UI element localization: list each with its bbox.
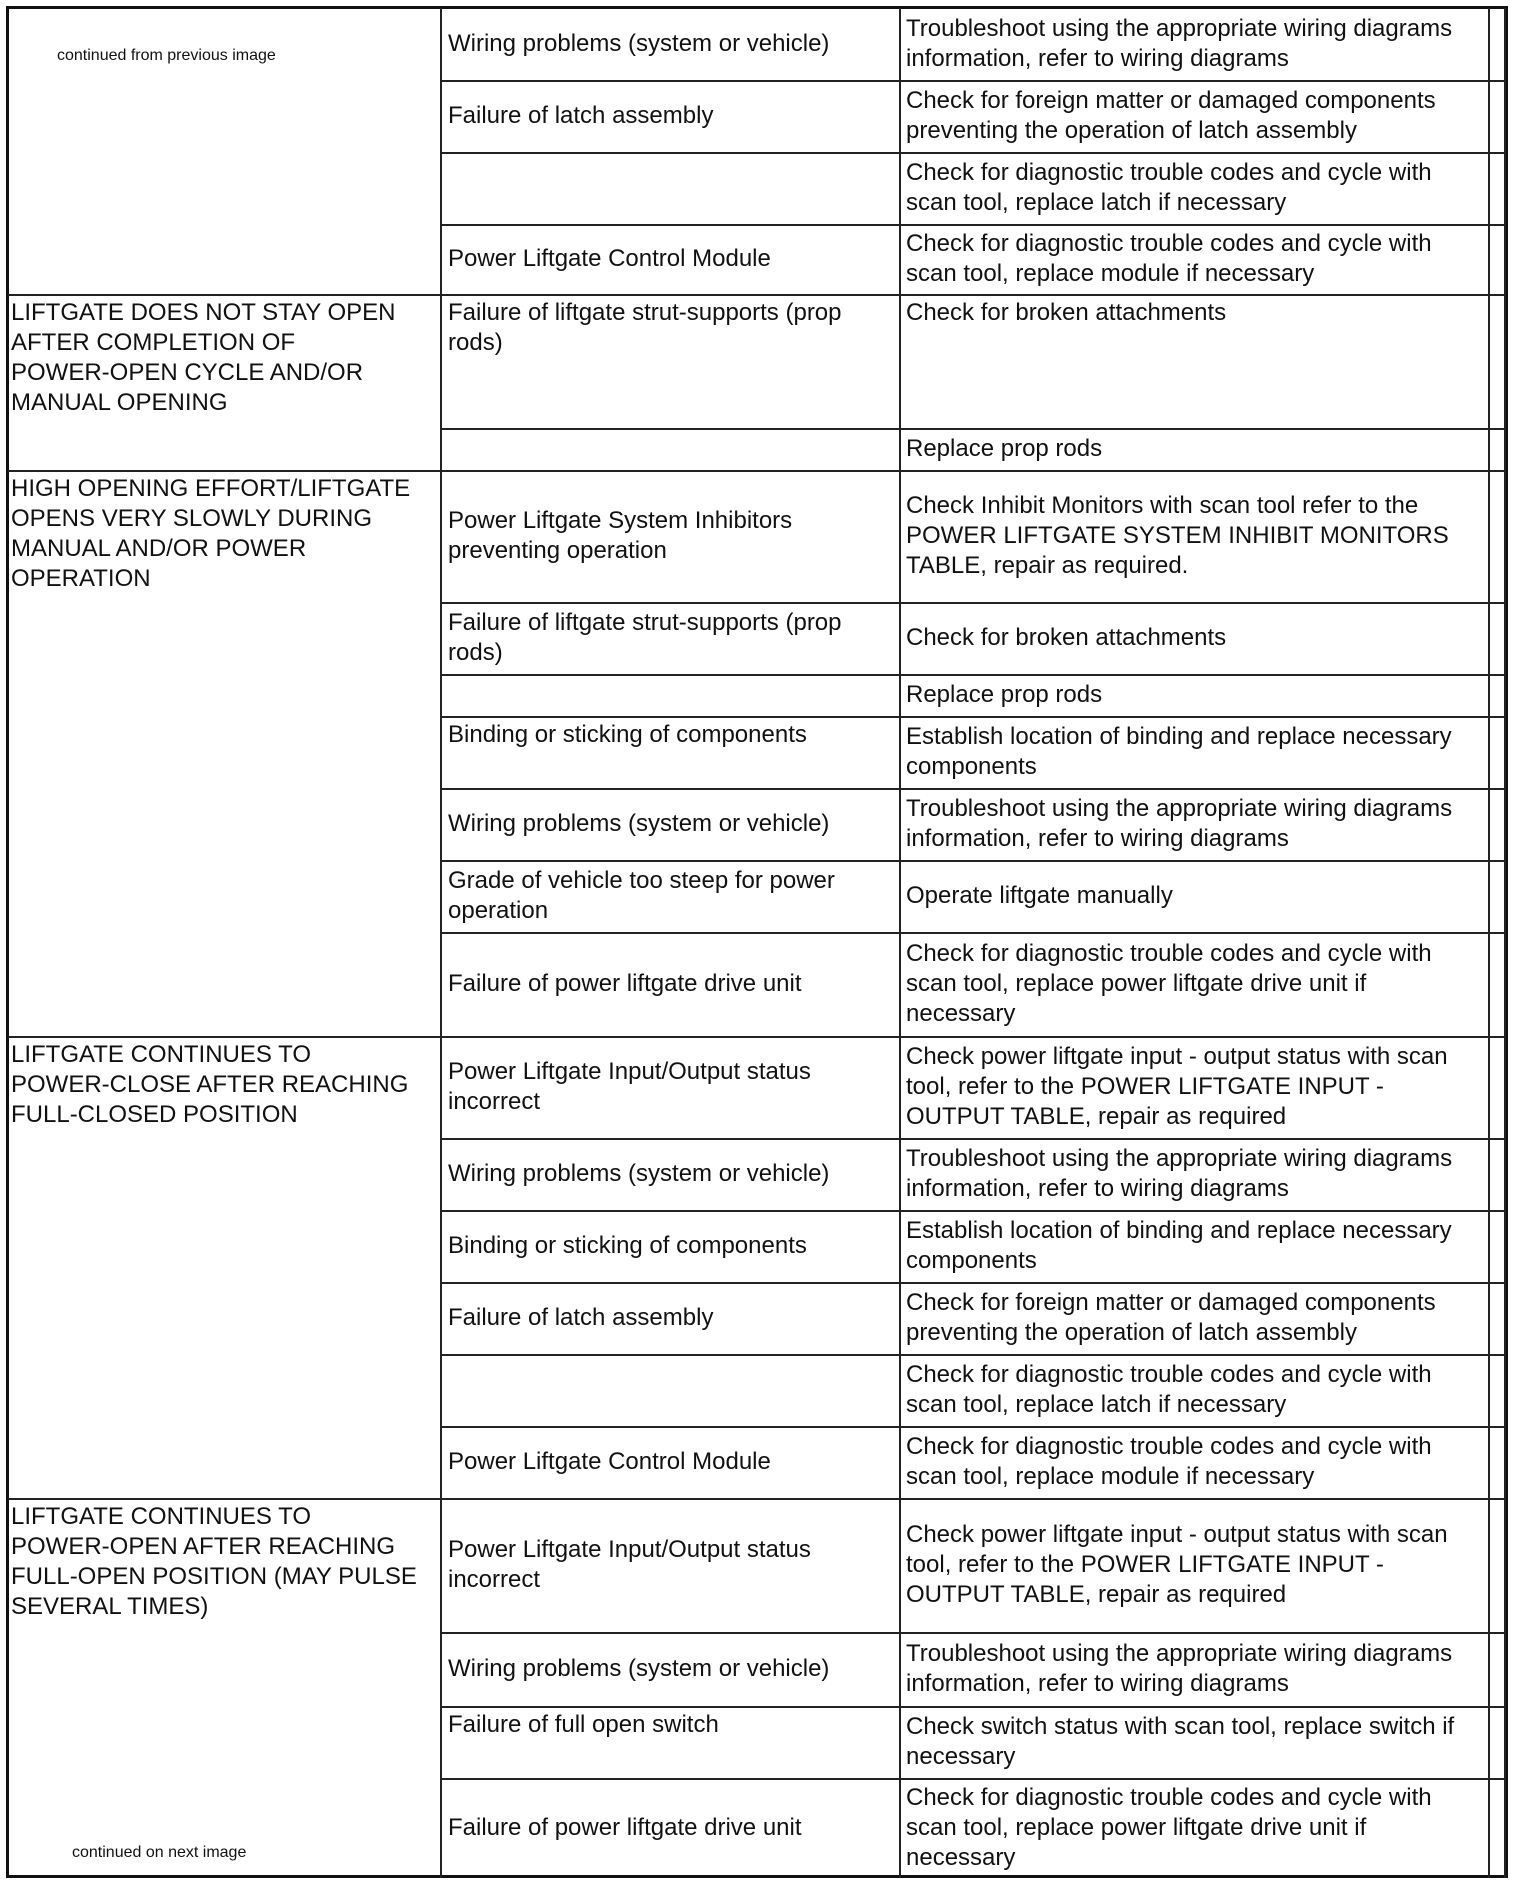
action-cell: Establish location of binding and replace necessary components — [906, 723, 1452, 780]
action-cell: Check for foreign matter or damaged components preventing the operation of latch assembly — [906, 1289, 1436, 1346]
action-cell: Check switch status with scan tool, replace switch if necessary — [906, 1713, 1455, 1770]
cause-cell: Wiring problems (system or vehicle) — [448, 1655, 830, 1682]
row-separator-line — [440, 1354, 1506, 1356]
cause-cell: Power Liftgate Control Module — [448, 1448, 771, 1475]
action-cell: Replace prop rods — [906, 435, 1103, 462]
condition-cell: HIGH OPENING EFFORT/LIFTGATE OPENS VERY SLOWLY DURING MANUAL AND/OR POWER OPERATION — [11, 475, 411, 592]
cause-cell: Failure of power liftgate drive unit — [448, 1814, 802, 1841]
group-separator-line — [8, 470, 1506, 472]
row-separator-line — [440, 932, 1506, 934]
action-cell: Check for diagnostic trouble codes and cycle with scan tool, replace latch if necessary — [906, 159, 1432, 216]
cause-cell: Failure of liftgate strut-supports (prop rods) — [448, 609, 842, 666]
action-cell: Check for broken attachments — [906, 624, 1227, 651]
row-separator-line — [440, 1632, 1506, 1634]
row-separator-line — [440, 716, 1506, 718]
action-cell: Operate liftgate manually — [906, 882, 1173, 909]
group-separator-line — [8, 294, 1506, 296]
action-cell: Troubleshoot using the appropriate wiring diagrams information, refer to wiring diagrams — [906, 1145, 1453, 1202]
column-divider — [899, 8, 901, 1878]
row-separator-line — [440, 428, 1506, 430]
cause-cell: Failure of latch assembly — [448, 1304, 714, 1331]
action-cell: Troubleshoot using the appropriate wiring diagrams information, refer to wiring diagrams — [906, 1640, 1453, 1697]
action-cell: Establish location of binding and replace necessary components — [906, 1217, 1452, 1274]
cause-cell: Failure of power liftgate drive unit — [448, 970, 802, 997]
cause-cell: Power Liftgate Input/Output status incorrect — [448, 1536, 811, 1593]
action-cell: Check for diagnostic trouble codes and cycle with scan tool, replace module if necessary — [906, 230, 1432, 287]
action-cell: Check for foreign matter or damaged components preventing the operation of latch assembly — [906, 87, 1436, 144]
action-cell: Check for diagnostic trouble codes and cycle with scan tool, replace power liftgate drive unit if necessary — [906, 1784, 1432, 1871]
row-separator-line — [440, 674, 1506, 676]
action-cell: Check power liftgate input - output status with scan tool, refer to the POWER LIFTGATE INPUT - OUTPUT TABLE, repair as required — [906, 1521, 1448, 1608]
row-separator-line — [440, 152, 1506, 154]
row-separator-line — [440, 860, 1506, 862]
cause-cell: Wiring problems (system or vehicle) — [448, 30, 830, 57]
row-separator-line — [440, 788, 1506, 790]
action-cell: Troubleshoot using the appropriate wiring diagrams information, refer to wiring diagrams — [906, 15, 1453, 72]
cause-cell: Failure of full open switch — [448, 1711, 719, 1738]
action-cell: Check for diagnostic trouble codes and cycle with scan tool, replace module if necessary — [906, 1433, 1432, 1490]
cause-cell: Wiring problems (system or vehicle) — [448, 1160, 830, 1187]
row-separator-line — [440, 1426, 1506, 1428]
column-divider — [1488, 8, 1490, 1878]
action-cell: Troubleshoot using the appropriate wiring diagrams information, refer to wiring diagrams — [906, 795, 1453, 852]
outer-edge-line — [1504, 8, 1506, 1878]
group-separator-line — [8, 1498, 1506, 1500]
row-separator-line — [440, 1282, 1506, 1284]
cause-cell: Power Liftgate Control Module — [448, 245, 771, 272]
cause-cell: Wiring problems (system or vehicle) — [448, 810, 830, 837]
cause-cell: Failure of liftgate strut-supports (prop rods) — [448, 299, 842, 356]
row-separator-line — [440, 1778, 1506, 1780]
action-cell: Check for diagnostic trouble codes and cycle with scan tool, replace latch if necessary — [906, 1361, 1432, 1418]
cause-cell: Grade of vehicle too steep for power operation — [448, 867, 835, 924]
cause-cell: Binding or sticking of components — [448, 721, 807, 748]
condition-cell: LIFTGATE CONTINUES TO POWER-CLOSE AFTER REACHING FULL-CLOSED POSITION — [11, 1041, 409, 1128]
row-separator-line — [440, 1706, 1506, 1708]
action-cell: Check power liftgate input - output status with scan tool, refer to the POWER LIFTGATE INPUT - OUTPUT TABLE, repair as required — [906, 1043, 1448, 1130]
action-cell: Check Inhibit Monitors with scan tool refer to the POWER LIFTGATE SYSTEM INHIBIT MONITORS TABLE, repair as required. — [906, 492, 1449, 579]
row-separator-line — [440, 1210, 1506, 1212]
row-separator-line — [440, 224, 1506, 226]
row-separator-line — [440, 80, 1506, 82]
cause-cell: Failure of latch assembly — [448, 102, 714, 129]
continued-from-note: continued from previous image — [57, 47, 276, 64]
row-separator-line — [440, 1138, 1506, 1140]
continued-on-note: continued on next image — [72, 1844, 247, 1861]
cause-cell: Power Liftgate Input/Output status incorrect — [448, 1058, 811, 1115]
condition-cell: LIFTGATE CONTINUES TO POWER-OPEN AFTER REACHING FULL-OPEN POSITION (MAY PULSE SEVERAL TIMES) — [11, 1503, 417, 1620]
condition-cell: LIFTGATE DOES NOT STAY OPEN AFTER COMPLETION OF POWER-OPEN CYCLE AND/OR MANUAL OPENING — [11, 299, 396, 416]
action-cell: Replace prop rods — [906, 681, 1103, 708]
action-cell: Check for broken attachments — [906, 299, 1227, 326]
action-cell: Check for diagnostic trouble codes and cycle with scan tool, replace power liftgate drive unit if necessary — [906, 940, 1432, 1027]
group-separator-line — [8, 1036, 1506, 1038]
row-separator-line — [440, 602, 1506, 604]
cause-cell: Binding or sticking of components — [448, 1232, 807, 1259]
cause-cell: Power Liftgate System Inhibitors preventing operation — [448, 507, 793, 564]
